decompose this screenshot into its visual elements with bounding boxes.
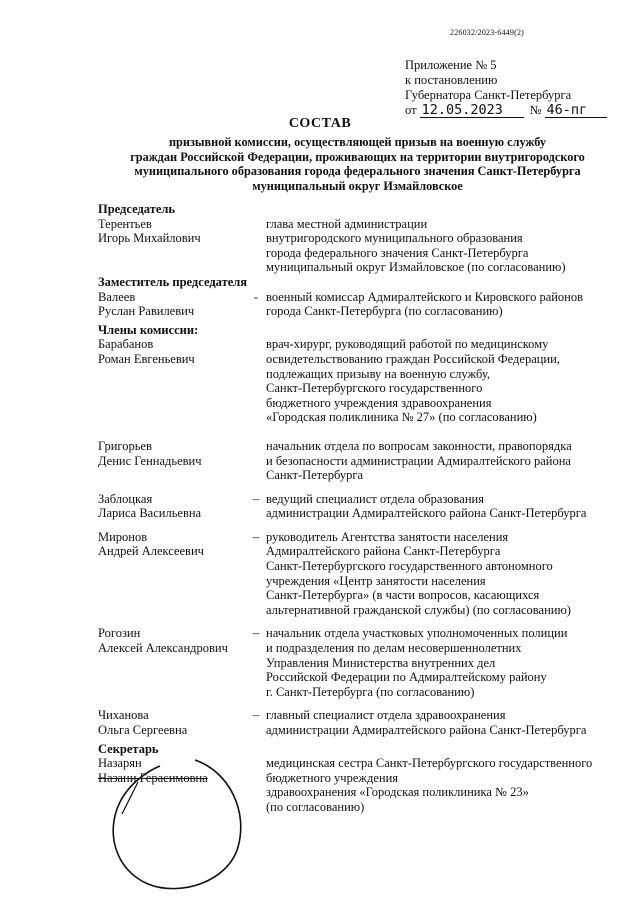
given-names: Роман Евгеньевич <box>98 351 195 366</box>
role-line: подлежащих призыву на военную службу, <box>266 366 490 381</box>
member-row <box>98 530 618 618</box>
role-line: руководитель Агентства занятости населения <box>266 529 509 544</box>
member-role <box>266 530 618 618</box>
role-line: г. Санкт-Петербурга (по согласованию) <box>266 684 475 699</box>
given-names: Руслан Равилевич <box>98 304 195 319</box>
role-line: администрации Адмиралтейского района Санкт-Петербурга <box>266 723 587 737</box>
member-role <box>266 290 618 319</box>
surname: Григорьев <box>98 438 152 453</box>
dash: – <box>252 708 260 723</box>
document-subtitle <box>95 135 620 193</box>
role-line: Управления Министерства внутренних дел <box>266 655 496 670</box>
member-role <box>266 708 618 737</box>
given-names: Игорь Михайлович <box>98 231 201 246</box>
member-role <box>266 492 618 521</box>
role-line: врач-хирург, руководящий работой по медицинскому <box>266 337 549 352</box>
role-line: глава местной администрации <box>266 216 428 231</box>
surname: Миронов <box>98 529 148 544</box>
role-line: начальник отдела участковых уполномоченных полиции <box>266 626 568 641</box>
role-line: администрации Адмиралтейского района Санкт-Петербурга <box>266 506 587 521</box>
dash <box>246 439 266 483</box>
dash: – <box>252 626 260 641</box>
member-role <box>266 626 618 699</box>
role-line: главный специалист отдела здравоохранения <box>266 708 506 723</box>
role-line: Санкт-Петербурга <box>266 468 364 483</box>
surname: Терентьев <box>98 216 152 231</box>
role-line: муниципальный округ Измайловское (по согласованию) <box>266 260 566 275</box>
surname: Назарян <box>98 756 142 771</box>
role-line: города федерального значения Санкт-Петербурга <box>266 245 529 260</box>
order-number-field: 46-пг <box>545 103 607 118</box>
given-names: Лариса Васильевна <box>98 506 202 521</box>
surname: Барабанов <box>98 337 154 352</box>
role-line: Санкт-Петербургского государственного автономного <box>266 559 553 574</box>
surname: Чиханова <box>98 708 149 723</box>
dash <box>246 337 266 425</box>
member-name <box>98 290 246 319</box>
role-line: военный комиссар Адмиралтейского и Кировского районов <box>266 289 584 304</box>
subtitle-line: граждан Российской Федерации, проживающих на территории внутригородского <box>130 149 585 164</box>
subtitle-line: муниципальный округ Измайловское <box>252 178 463 193</box>
role-line: и безопасности администрации Адмиралтейского района <box>266 453 571 468</box>
section-heading-secretary: Секретарь <box>98 741 159 756</box>
section-heading-chair: Председатель <box>98 202 176 216</box>
dash: – <box>252 529 260 544</box>
member-name <box>98 708 246 737</box>
annex-line: Приложение № 5 <box>405 58 497 72</box>
role-line: Санкт-Петербурга» (в части вопросов, касающихся <box>266 588 540 603</box>
document-id: 226032/2023-6449(2) <box>450 28 525 37</box>
member-role <box>266 337 618 425</box>
given-names: Денис Геннадьевич <box>98 453 202 468</box>
surname: Рогозин <box>98 626 141 641</box>
subtitle-line: муниципального образования города федерального значения Санкт-Петербурга <box>134 164 581 178</box>
role-line: бюджетного учреждения <box>266 770 399 785</box>
member-role <box>266 756 618 814</box>
role-line: начальник отдела по вопросам законности, правопорядка <box>266 438 572 453</box>
commission-list <box>98 202 618 815</box>
role-line: города Санкт-Петербурга (по согласованию) <box>266 304 503 319</box>
role-line: (по согласованию) <box>266 799 365 814</box>
role-line: Санкт-Петербургского государственного <box>266 381 483 396</box>
surname: Заблоцкая <box>98 491 153 506</box>
member-row <box>98 626 618 699</box>
document-title: СОСТАВ <box>288 116 352 131</box>
section-heading-members: Члены комиссии: <box>98 322 199 337</box>
member-row <box>98 337 618 425</box>
member-role <box>266 439 618 483</box>
given-names: Андрей Алексеевич <box>98 544 204 559</box>
annex-line: Губернатора Санкт-Петербурга <box>405 88 572 102</box>
role-line: «Городская поликлиника № 27» (по согласованию) <box>266 410 537 425</box>
annex-line: к постановлению <box>405 73 498 87</box>
role-line: здравоохранения «Городская поликлиника № 23» <box>266 785 529 800</box>
member-name <box>98 492 246 521</box>
role-line: ведущий специалист отдела образования <box>266 491 484 506</box>
member-row <box>98 708 618 737</box>
role-line: Адмиралтейского района Санкт-Петербурга <box>266 544 501 559</box>
role-line: освидетельствованию граждан Российской Федерации, <box>266 351 560 366</box>
member-row <box>98 217 618 275</box>
role-line: Российской Федерации по Адмиралтейскому району <box>266 670 547 685</box>
member-name <box>98 337 246 425</box>
member-row <box>98 492 618 521</box>
member-name <box>98 439 246 483</box>
given-names: Алексей Александрович <box>98 641 228 656</box>
member-row <box>98 290 618 319</box>
given-names: Ольга Сергеевна <box>98 723 188 737</box>
member-name <box>98 626 246 699</box>
number-label: № <box>529 103 542 117</box>
dash: - <box>253 289 259 304</box>
surname: Валеев <box>98 289 136 304</box>
role-line: бюджетного учреждения здравоохранения <box>266 395 492 410</box>
member-role <box>266 217 618 275</box>
annex-block <box>405 58 625 118</box>
dash: – <box>252 491 260 506</box>
given-names: Назани Герасимовна <box>98 770 208 785</box>
role-line: альтернативной гражданской службы) (по согласованию) <box>266 602 571 617</box>
member-name <box>98 217 246 275</box>
section-heading-deputy: Заместитель председателя <box>98 274 248 289</box>
role-line: и подразделения по делам несовершеннолетних <box>266 641 522 656</box>
subtitle-line: призывной комиссии, осуществляющей призыв на военную службу <box>168 135 547 149</box>
role-line: учреждения «Центр занятости населения <box>266 573 486 588</box>
role-line: внутригородского муниципального образования <box>266 231 523 246</box>
dash <box>246 217 266 275</box>
date-prefix: от <box>405 103 417 117</box>
order-date-field: 12.05.2023 <box>420 103 524 118</box>
role-line: медицинская сестра Санкт-Петербургского государственного <box>266 756 593 771</box>
member-name <box>98 530 246 618</box>
handwritten-circle-mark <box>100 752 250 897</box>
member-row <box>98 439 618 483</box>
